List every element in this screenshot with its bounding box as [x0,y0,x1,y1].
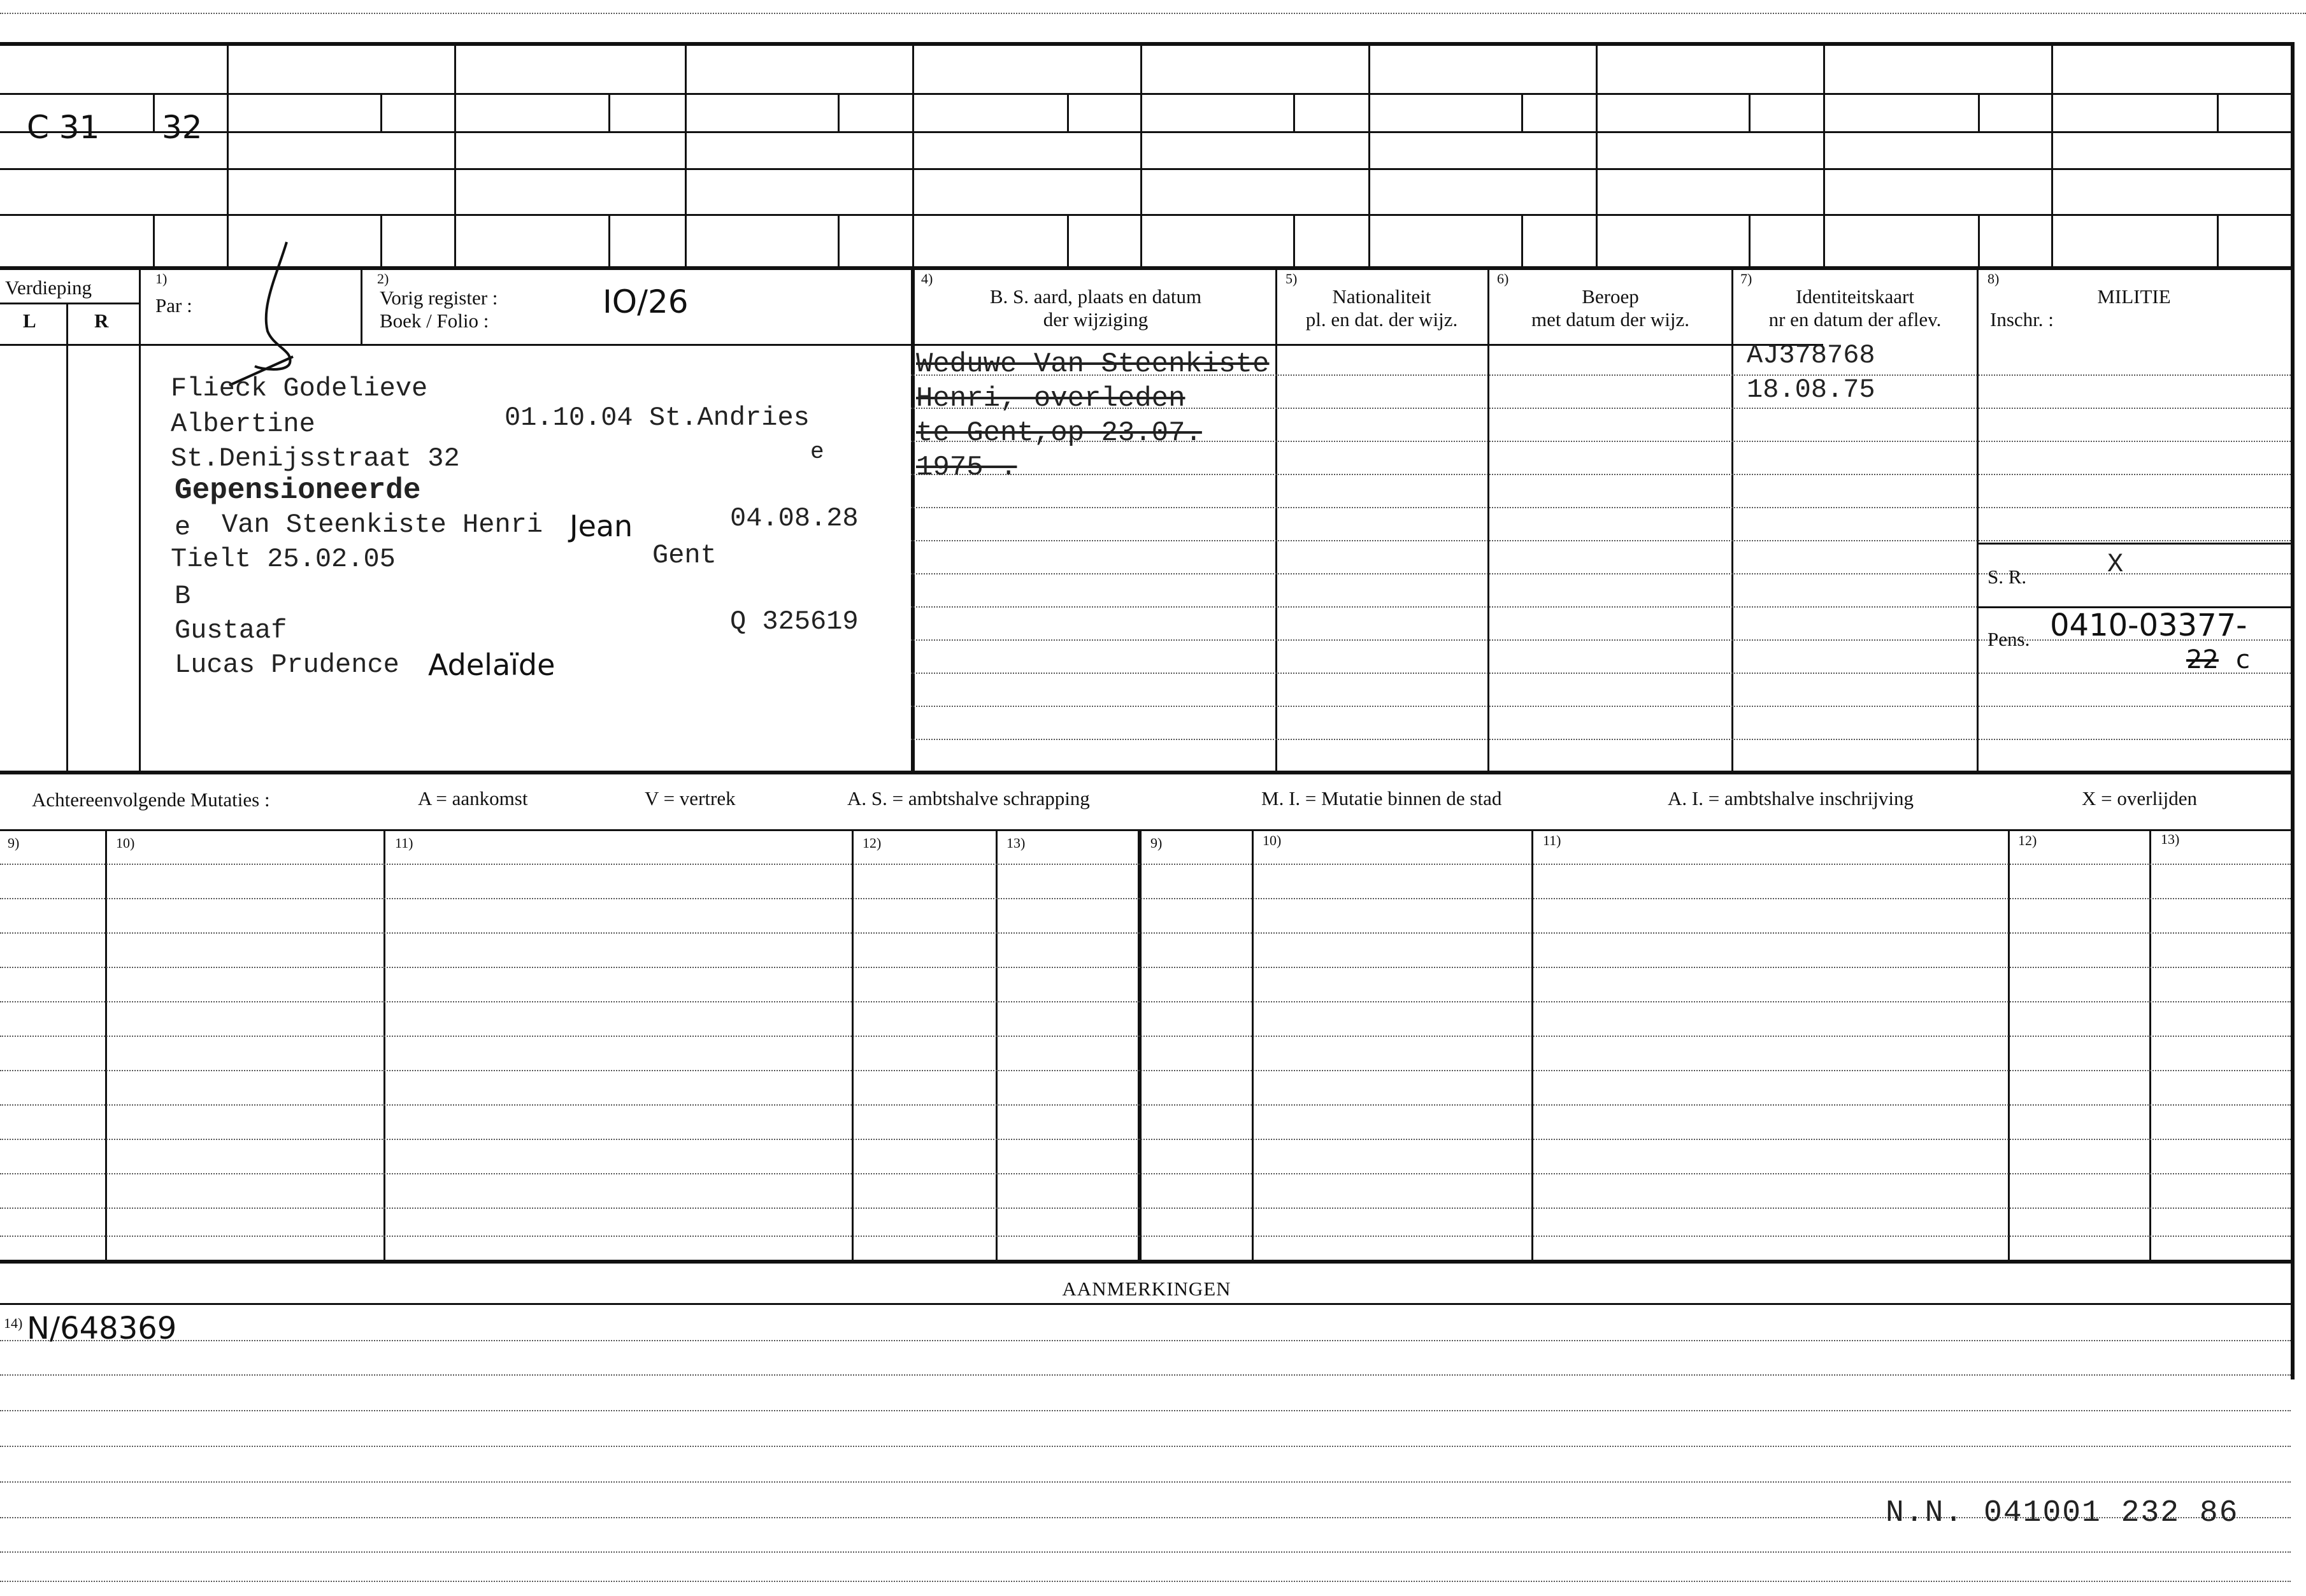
bs-header-line2: der wijziging [1043,308,1149,331]
col-num-8: 8) [1987,271,2000,287]
spouse-name: Van Steenkiste Henri [222,509,543,540]
id-header-line1: Identiteitskaart [1796,285,1914,308]
col-num-5: 5) [1285,271,1298,287]
sr-label: S. R. [1987,566,2027,588]
bs-line-1: Weduwe Van Steenkiste [916,348,1270,380]
sr-value: X [2107,549,2124,580]
par-signature-icon [217,236,331,388]
code-a: C 31 [27,109,100,146]
mut-right-num-10: 10) [1263,832,1282,848]
mother-name: Lucas Prudence [175,650,399,680]
mut-left-num-10: 10) [116,835,135,851]
mut-left-num-13: 13) [1006,835,1026,851]
mutation-x: X = overlijden [2082,787,2198,809]
id-card-number: AJ378768 [1747,340,1875,371]
par-label: Par : [155,294,192,317]
mut-right-num-12: 12) [2018,832,2037,848]
father-number: Q 325619 [730,606,859,637]
col-num-6: 6) [1497,271,1509,287]
person-address-mark: e [810,439,824,465]
militie-label: MILITIE [2097,285,2171,308]
vorig-register-label: Vorig register : [380,287,498,309]
beroep-header-line2: met datum der wijz. [1531,308,1689,331]
b-mark: B [175,581,191,611]
mut-right-num-9: 9) [1150,835,1163,851]
spouse-place: Gent [652,540,717,571]
mut-right-num-11: 11) [1543,832,1561,848]
mutation-v: V = vertrek [645,787,736,809]
pens-c: c [2236,645,2250,674]
col-num-2: 2) [377,271,389,287]
nat-header-line1: Nationaliteit [1332,285,1431,308]
spouse-prefix: e [175,512,191,543]
person-status: Gepensioneerde [175,474,421,507]
remarks-num-14: 14) [4,1315,23,1331]
remarks-title: AANMERKINGEN [1062,1278,1231,1300]
pens-label: Pens. [1987,628,2030,650]
col-num-4: 4) [921,271,933,287]
mutations-title: Achtereenvolgende Mutaties : [32,788,270,811]
inschr-label: Inschr. : [1990,308,2054,331]
spouse-hand: Jean [569,509,633,543]
spouse-birth: Tielt 25.02.05 [171,544,396,574]
id-card-date: 18.08.75 [1747,374,1875,405]
mut-right-num-13: 13) [2161,831,2180,847]
person-birth: 01.10.04 St.Andries [505,403,810,433]
l-label: L [23,310,36,332]
col-num-7: 7) [1740,271,1752,287]
bs-line-2: Henri, overleden [916,383,1185,415]
nat-header-line2: pl. en dat. der wijz. [1305,308,1458,331]
person-name: Flieck Godelieve [171,373,428,404]
father-name: Gustaaf [175,615,287,646]
id-header-line2: nr en datum der aflev. [1768,308,1942,331]
mother-hand: Adelaïde [428,648,555,682]
mutation-a: A = aankomst [418,787,528,809]
remarks-value: N/648369 [27,1311,177,1346]
code-b: 32 [162,109,203,146]
spouse-date: 04.08.28 [730,503,859,534]
bs-line-3: te Gent,op 23.07. [916,417,1202,449]
verdieping-label: Verdieping [5,276,92,299]
mutation-ai: A. I. = ambtshalve inschrijving [1668,787,1914,809]
pens-sub: 22 [2186,645,2219,674]
beroep-header-line1: Beroep [1582,285,1639,308]
col-num-1: 1) [155,271,168,287]
person-firstname2: Albertine [171,409,315,439]
mutation-as: A. S. = ambtshalve schrapping [847,787,1090,809]
mut-left-num-12: 12) [863,835,882,851]
mut-left-num-11: 11) [395,835,413,851]
mut-left-num-9: 9) [8,835,20,851]
r-label: R [94,310,109,332]
bs-line-4: 1975 . [916,452,1017,483]
mutation-mi: M. I. = Mutatie binnen de stad [1261,787,1502,809]
person-address: St.Denijsstraat 32 [171,443,460,474]
footer-nn: N.N. 041001 232 86 [1886,1496,2239,1530]
bs-header-line1: B. S. aard, plaats en datum [989,285,1202,308]
pens-value: 0410-03377- [2050,608,2247,643]
vorig-register-value: IO/26 [603,283,689,320]
boek-folio-label: Boek / Folio : [380,310,489,332]
